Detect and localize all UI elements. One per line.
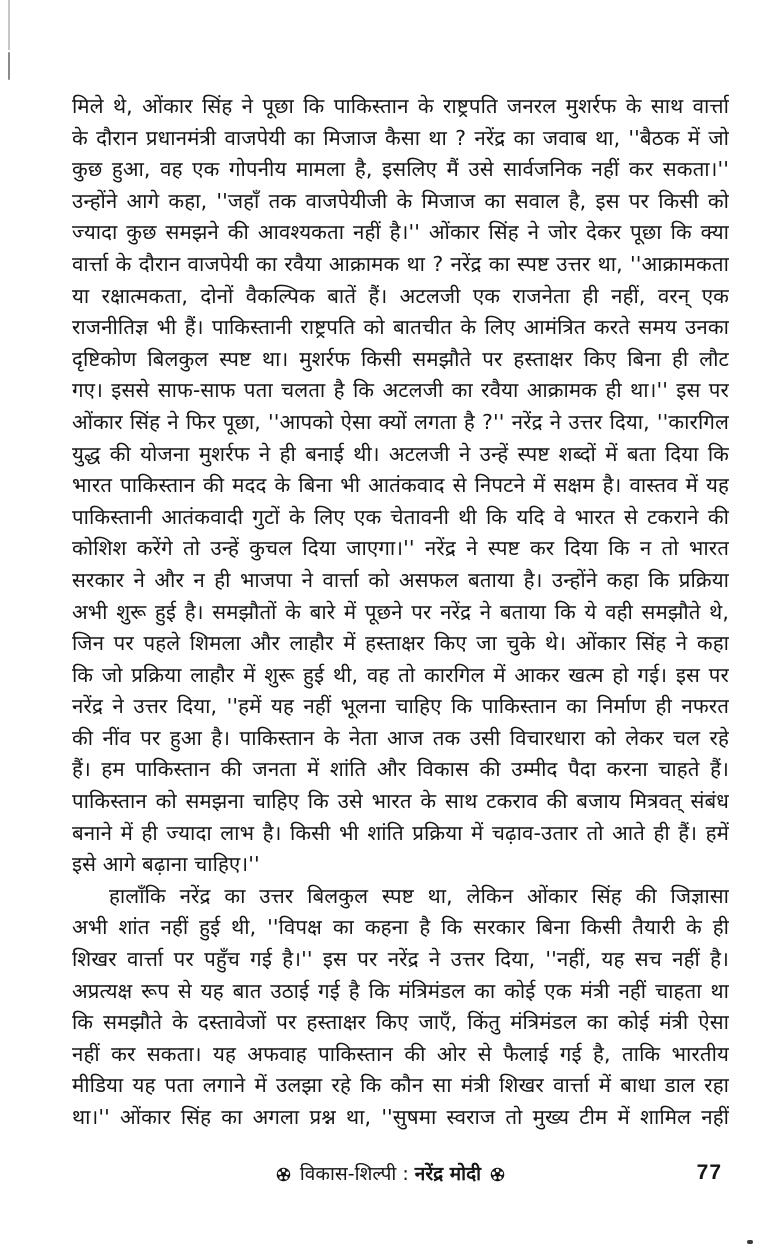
text-line: ज्यादा कुछ समझने की आवश्यकता नहीं है।'' ओंकार सिंह ने जोर देकर पूछा कि क्या: [72, 220, 729, 245]
flower-ornament-icon: [276, 1160, 291, 1175]
text-line: सरकार ने और न ही भाजपा ने वार्त्ता को असफल बताया है। उन्होंने कहा कि प्रक्रिया: [72, 567, 729, 592]
text-line: हैं। हम पाकिस्तान की जनता में शांति और विकास की उम्मीद पैदा करना चाहते हैं।: [72, 757, 729, 782]
text-line: जिन पर पहले शिमला और लाहौर में हस्ताक्षर किए जा चुके थे। ओंकार सिंह ने कहा: [72, 631, 729, 656]
text-line: वार्त्ता के दौरान वाजपेयी का रवैया आक्रामक था ? नरेंद्र का स्पष्ट उत्तर था, ''आक्रामकता: [72, 251, 729, 276]
paragraph: [72, 91, 729, 881]
text-line: कि समझौते के दस्तावेजों पर हस्ताक्षर किए जाएँ, किंतु मंत्रिमंडल का कोई मंत्री ऐसा: [72, 1010, 729, 1035]
text-line: इसे आगे बढ़ाना चाहिए।'': [72, 852, 260, 877]
scan-artifact-edge-line: [8, 52, 10, 80]
paragraph: [72, 881, 729, 1134]
text-line: दृष्टिकोण बिलकुल स्पष्ट था। मुशर्रफ किसी समझौते पर हस्ताक्षर किए बिना ही लौट: [72, 346, 729, 371]
scan-artifact-dot: [747, 1240, 753, 1244]
text-line: गए। इससे साफ-साफ पता चलता है कि अटलजी का रवैया आक्रामक ही था।'' इस पर: [72, 378, 729, 403]
text-line: बनाने में ही ज्यादा लाभ है। किसी भी शांति प्रक्रिया में चढ़ाव-उतार तो आते ही हैं। हमें: [72, 820, 729, 845]
text-line: कोशिश करेंगे तो उन्हें कुचल दिया जाएगा।'' नरेंद्र ने स्पष्ट कर दिया कि न तो भारत: [72, 536, 729, 561]
text-line: या रक्षात्मकता, दोनों वैकल्पिक बातें हैं। अटलजी एक राजनेता ही नहीं, वरन् एक: [72, 283, 729, 308]
text-line: युद्ध की योजना मुशर्रफ ने ही बनाई थी। अटलजी ने उन्हें स्पष्ट शब्दों में बता दिया कि: [72, 441, 729, 466]
text-line: ओंकार सिंह ने फिर पूछा, ''आपको ऐसा क्यों लगता है ?'' नरेंद्र ने उत्तर दिया, ''कारगिल: [72, 409, 729, 434]
text-line: अभी शुरू हुई है। समझौतों के बारे में पूछने पर नरेंद्र ने बताया कि ये वही समझौते थे,: [72, 599, 729, 624]
text-line: नहीं कर सकता। यह अफवाह पाकिस्तान की ओर से फैलाई गई है, ताकि भारतीय: [72, 1041, 729, 1066]
text-line: कि जो प्रक्रिया लाहौर में शुरू हुई थी, वह तो कारगिल में आकर खत्म हो गई। इस पर: [72, 662, 729, 687]
text-line: उन्होंने आगे कहा, ''जहाँ तक वाजपेयीजी के मिजाज का सवाल है, इस पर किसी को: [72, 188, 729, 213]
text-line: भारत पाकिस्तान की मदद के बिना भी आतंकवाद से निपटने में सक्षम है। वास्तव में यह: [72, 473, 729, 498]
text-line: अप्रत्यक्ष रूप से यह बात उठाई गई है कि मंत्रिमंडल का कोई एक मंत्री नहीं चाहता था: [72, 978, 729, 1003]
text-line: की नींव पर हुआ है। पाकिस्तान के नेता आज तक उसी विचारधारा को लेकर चल रहे: [72, 725, 729, 750]
page-footer: [0, 1158, 781, 1192]
text-line: शिखर वार्त्ता पर पहुँच गई है।'' इस पर नरेंद्र ने उत्तर दिया, ''नहीं, यह सच नहीं है।: [72, 947, 729, 972]
text-line: राजनीतिज्ञ भी हैं। पाकिस्तानी राष्ट्रपति को बातचीत के लिए आमंत्रित करते समय उनका: [72, 315, 729, 340]
scan-artifact-edge-line: [8, 0, 10, 50]
footer-running-title: [0, 1158, 781, 1190]
text-block: [72, 91, 729, 1134]
text-line: अभी शांत नहीं हुई थी, ''विपक्ष का कहना है कि सरकार बिना किसी तैयारी के ही: [72, 915, 729, 940]
text-line: के दौरान प्रधानमंत्री वाजपेयी का मिजाज कैसा था ? नरेंद्र का जवाब था, ''बैठक में जो: [72, 125, 729, 150]
flower-ornament-icon: [490, 1160, 505, 1175]
text-line: मीडिया यह पता लगाने में उलझा रहे कि कौन सा मंत्री शिखर वार्त्ता में बाधा डाल रहा: [72, 1073, 729, 1098]
text-line: कुछ हुआ, वह एक गोपनीय मामला है, इसलिए मैं उसे सार्वजनिक नहीं कर सकता।'': [72, 157, 729, 182]
footer-title-regular: विकास-शिल्पी :: [299, 1163, 409, 1185]
text-line: नरेंद्र ने उत्तर दिया, ''हमें यह नहीं भूलना चाहिए कि पाकिस्तान का निर्माण ही नफरत: [72, 694, 729, 719]
page-number: 77: [696, 1161, 722, 1184]
text-line: हालाँकि नरेंद्र का उत्तर बिलकुल स्पष्ट था, लेकिन ओंकार सिंह की जिज्ञासा: [109, 883, 729, 908]
footer-title-bold: नरेंद्र मोदी: [414, 1163, 482, 1185]
text-line: था।'' ओंकार सिंह का अगला प्रश्न था, ''सुषमा स्वराज तो मुख्य टीम में शामिल नहीं: [72, 1105, 729, 1129]
text-line: पाकिस्तान को समझना चाहिए कि उसे भारत के साथ टकराव की बजाय मित्रवत् संबंध: [72, 789, 729, 814]
text-line: मिले थे, ओंकार सिंह ने पूछा कि पाकिस्तान के राष्ट्रपति जनरल मुशर्रफ के साथ वार्त्ता: [72, 94, 729, 118]
text-line: पाकिस्तानी आतंकवादी गुटों के लिए एक चेतावनी थी कि यदि वे भारत से टकराने की: [72, 504, 729, 529]
